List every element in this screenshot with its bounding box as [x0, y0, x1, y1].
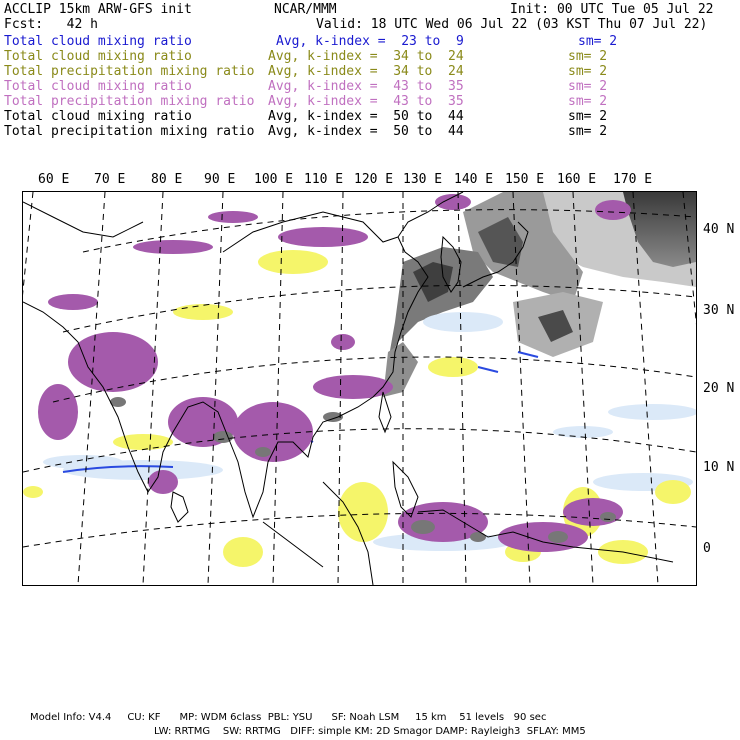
lon-label: 90 E — [204, 172, 236, 187]
legend-field: Total precipitation mixing ratio — [4, 124, 255, 139]
legend-avg: Avg, k-index = 34 to 24 — [268, 49, 464, 64]
org-label: NCAR/MMM — [274, 2, 337, 17]
lon-label: 130 E — [403, 172, 443, 187]
lon-label: 110 E — [304, 172, 344, 187]
legend-avg: Avg, k-index = 50 to 44 — [268, 109, 464, 124]
model-info-line-2: LW: RRTMG SW: RRTMG DIFF: simple KM: 2D Smagor DAMP: Rayleigh3 SFLAY: MM5 — [154, 726, 586, 737]
legend-avg: Avg, k-index = 23 to 9 — [276, 34, 464, 49]
forecast-hour: Fcst: 42 h — [4, 17, 98, 32]
legend-sm: sm= 2 — [568, 109, 608, 124]
legend-avg: Avg, k-index = 43 to 35 — [268, 79, 464, 94]
legend-field: Total cloud mixing ratio — [4, 34, 192, 49]
legend-field: Total precipitation mixing ratio — [4, 94, 255, 109]
header-row-1 — [4, 2, 736, 17]
legend-avg: Avg, k-index = 34 to 24 — [268, 64, 464, 79]
lat-label: 10 N — [703, 460, 735, 475]
legend-field: Total cloud mixing ratio — [4, 49, 192, 64]
lon-label: 60 E — [38, 172, 70, 187]
legend-field: Total precipitation mixing ratio — [4, 64, 255, 79]
model-info-line-1: Model Info: V4.4 CU: KF MP: WDM 6class PBL: YSU SF: Noah LSM 15 km 51 levels 90 sec — [30, 712, 547, 723]
lat-label: 30 N — [703, 303, 735, 318]
lat-label: 0 — [703, 541, 711, 556]
map-panel — [22, 191, 697, 586]
lat-label: 20 N — [703, 381, 735, 396]
legend-sm: sm= 2 — [568, 94, 608, 109]
legend-avg: Avg, k-index = 50 to 44 — [268, 124, 464, 139]
lon-label: 150 E — [505, 172, 545, 187]
legend-sm: sm= 2 — [568, 124, 608, 139]
lon-label: 170 E — [613, 172, 653, 187]
legend-sm: sm= 2 — [568, 79, 608, 94]
lon-label: 100 E — [254, 172, 294, 187]
lon-label: 140 E — [454, 172, 494, 187]
lat-label: 40 N — [703, 222, 735, 237]
legend-sm: sm= 2 — [568, 49, 608, 64]
legend-sm: sm= 2 — [578, 34, 618, 49]
legend-sm: sm= 2 — [568, 64, 608, 79]
valid-time: Valid: 18 UTC Wed 06 Jul 22 (03 KST Thu 07 Jul 22) — [316, 17, 708, 32]
legend-avg: Avg, k-index = 43 to 35 — [268, 94, 464, 109]
header-row-2 — [4, 17, 736, 32]
model-title: ACCLIP 15km ARW-GFS init — [4, 2, 192, 17]
map-canvas — [23, 192, 696, 585]
lon-label: 120 E — [354, 172, 394, 187]
legend-field: Total cloud mixing ratio — [4, 79, 192, 94]
legend-field: Total cloud mixing ratio — [4, 109, 192, 124]
lon-label: 160 E — [557, 172, 597, 187]
init-time: Init: 00 UTC Tue 05 Jul 22 — [510, 2, 714, 17]
lon-label: 80 E — [151, 172, 183, 187]
lon-label: 70 E — [94, 172, 126, 187]
